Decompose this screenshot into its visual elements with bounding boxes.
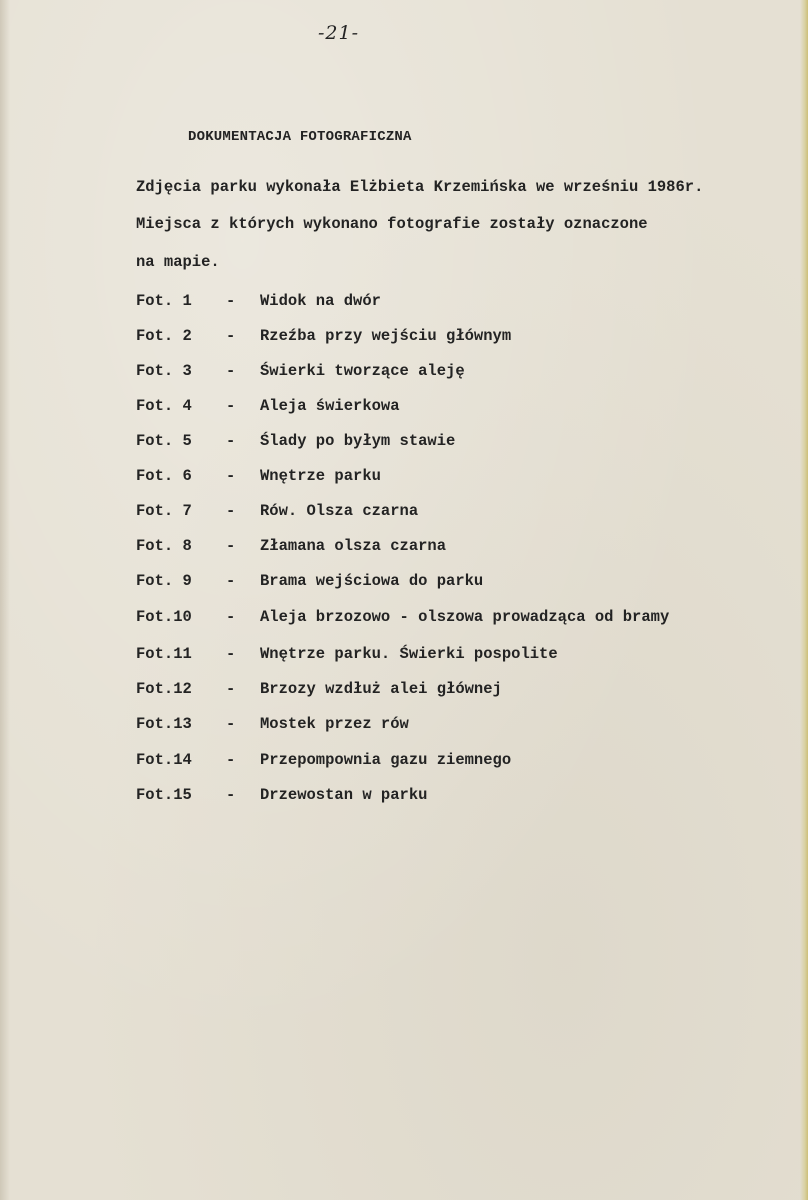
dash-separator: -: [226, 786, 236, 804]
photo-description: Przepompownia gazu ziemnego: [260, 751, 512, 769]
dash-separator: -: [226, 645, 236, 663]
photo-number: Fot. 8: [136, 537, 192, 555]
photo-description: Świerki tworzące aleję: [260, 362, 465, 380]
photo-number: Fot.13: [136, 715, 192, 733]
intro-line: Zdjęcia parku wykonała Elżbieta Krzemińska we wrześniu 1986r.: [136, 178, 704, 196]
photo-number: Fot. 3: [136, 362, 192, 380]
dash-separator: -: [226, 397, 236, 415]
photo-number: Fot. 7: [136, 502, 192, 520]
dash-separator: -: [226, 751, 236, 769]
dash-separator: -: [226, 502, 236, 520]
photo-description: Rzeźba przy wejściu głównym: [260, 327, 512, 345]
photo-description: Brzozy wzdłuż alei głównej: [260, 680, 502, 698]
page-number: -21-: [318, 22, 360, 44]
photo-description: Rów. Olsza czarna: [260, 502, 419, 520]
dash-separator: -: [226, 432, 236, 450]
dash-separator: -: [226, 362, 236, 380]
photo-number: Fot.15: [136, 786, 192, 804]
dash-separator: -: [226, 608, 236, 626]
intro-line: na mapie.: [136, 253, 220, 271]
photo-description: Złamana olsza czarna: [260, 537, 447, 555]
intro-line: Miejsca z których wykonano fotografie zostały oznaczone: [136, 215, 648, 233]
dash-separator: -: [226, 292, 236, 310]
photo-description: Wnętrze parku. Świerki pospolite: [260, 645, 558, 663]
dash-separator: -: [226, 537, 236, 555]
dash-separator: -: [226, 572, 236, 590]
dash-separator: -: [226, 680, 236, 698]
photo-description: Wnętrze parku: [260, 467, 381, 485]
photo-number: Fot. 5: [136, 432, 192, 450]
photo-number: Fot. 1: [136, 292, 192, 310]
dash-separator: -: [226, 467, 236, 485]
photo-number: Fot.11: [136, 645, 192, 663]
photo-number: Fot. 9: [136, 572, 192, 590]
dash-separator: -: [226, 327, 236, 345]
binding-edge: [0, 0, 10, 1200]
photo-number: Fot.10: [136, 608, 192, 626]
photo-number: Fot. 6: [136, 467, 192, 485]
photo-description: Aleja brzozowo - olszowa prowadząca od bramy: [260, 608, 670, 626]
photo-description: Mostek przez rów: [260, 715, 409, 733]
photo-description: Widok na dwór: [260, 292, 381, 310]
photo-number: Fot. 2: [136, 327, 192, 345]
photo-number: Fot.12: [136, 680, 192, 698]
photo-description: Ślady po byłym stawie: [260, 432, 456, 450]
dash-separator: -: [226, 715, 236, 733]
document-heading: DOKUMENTACJA FOTOGRAFICZNA: [188, 129, 412, 145]
photo-number: Fot. 4: [136, 397, 192, 415]
photo-number: Fot.14: [136, 751, 192, 769]
photo-description: Drzewostan w parku: [260, 786, 428, 804]
photo-description: Aleja świerkowa: [260, 397, 400, 415]
page-edge: [800, 0, 808, 1200]
photo-description: Brama wejściowa do parku: [260, 572, 484, 590]
